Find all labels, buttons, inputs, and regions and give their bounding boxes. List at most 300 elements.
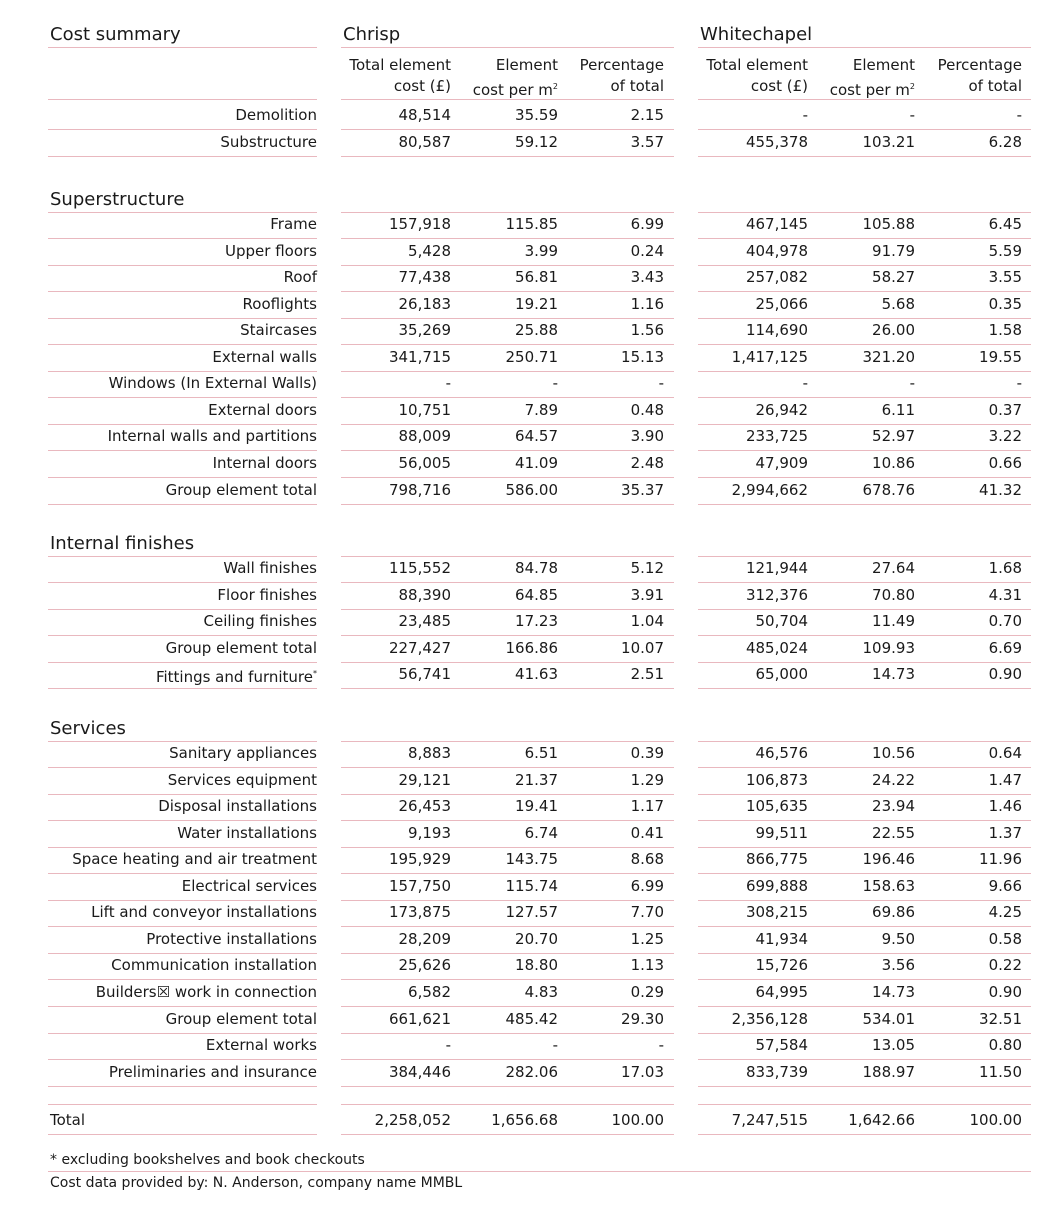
divider [698, 953, 1031, 954]
row-label-text: Group element total [165, 1010, 317, 1028]
row-label [48, 1010, 317, 1028]
row-label [48, 242, 317, 260]
divider [698, 1104, 1031, 1105]
divider [341, 900, 674, 901]
chrisp-value: 0.24 [630, 242, 664, 260]
row-label [48, 1063, 317, 1081]
divider [341, 265, 674, 266]
divider [698, 847, 1031, 848]
divider [48, 900, 317, 901]
divider [48, 47, 317, 48]
whitechapel-value: 64,995 [755, 983, 808, 1001]
whitechapel-total: 100.00 [969, 1111, 1022, 1129]
whitechapel-value: 866,775 [745, 850, 808, 868]
row-label-text: Windows (In External Walls) [108, 374, 317, 392]
whitechapel-value: 0.70 [988, 612, 1022, 630]
row-label-text: Upper floors [225, 242, 317, 260]
whitechapel-value: 15,726 [755, 956, 808, 974]
divider [48, 265, 317, 266]
divider [48, 847, 317, 848]
row-label-text: Disposal installations [158, 797, 317, 815]
divider [698, 238, 1031, 239]
whitechapel-value: 6.45 [988, 215, 1022, 233]
row-label [48, 612, 317, 630]
divider [698, 477, 1031, 478]
column-header-total-cost: Total element cost (£) [706, 56, 808, 95]
divider [341, 318, 674, 319]
row-label [48, 877, 317, 895]
row-label [48, 824, 317, 842]
divider [698, 371, 1031, 372]
divider [48, 741, 317, 742]
row-label-text: External works [205, 1036, 317, 1054]
chrisp-value: 0.29 [630, 983, 664, 1001]
whitechapel-value: 1.58 [988, 321, 1022, 339]
whitechapel-value: 105.88 [862, 215, 915, 233]
chrisp-value: 88,390 [398, 586, 451, 604]
divider [698, 741, 1031, 742]
chrisp-value: 77,438 [398, 268, 451, 286]
row-label-text: Floor finishes [217, 586, 317, 604]
chrisp-total: 2,258,052 [374, 1111, 451, 1129]
chrisp-value: 48,514 [398, 106, 451, 124]
divider [341, 424, 674, 425]
whitechapel-value: 6.69 [988, 639, 1022, 657]
footnote-marker: * [313, 669, 317, 678]
whitechapel-value: - [909, 374, 915, 392]
divider [48, 688, 317, 689]
row-label-text: Electrical services [181, 877, 317, 895]
whitechapel-value: 52.97 [872, 427, 915, 445]
whitechapel-value: 5.68 [881, 295, 915, 313]
divider [341, 979, 674, 980]
whitechapel-value: 485,024 [745, 639, 808, 657]
divider [341, 556, 674, 557]
row-label-text: Group element total [165, 639, 317, 657]
chrisp-value: 20.70 [515, 930, 558, 948]
row-label [48, 401, 317, 419]
row-label-text: Wall finishes [223, 559, 317, 577]
chrisp-value: 3.90 [630, 427, 664, 445]
divider [698, 794, 1031, 795]
divider [341, 635, 674, 636]
divider [341, 291, 674, 292]
row-label [48, 268, 317, 286]
whitechapel-value: 0.66 [988, 454, 1022, 472]
chrisp-value: 195,929 [388, 850, 451, 868]
whitechapel-value: 105,635 [745, 797, 808, 815]
whitechapel-value: 109.93 [862, 639, 915, 657]
row-label [48, 427, 317, 445]
chrisp-value: 166.86 [505, 639, 558, 657]
divider [341, 953, 674, 954]
chrisp-value: 35.59 [515, 106, 558, 124]
whitechapel-value: 4.31 [988, 586, 1022, 604]
whitechapel-value: 3.56 [881, 956, 915, 974]
chrisp-value: 0.48 [630, 401, 664, 419]
divider [341, 1086, 674, 1087]
divider [698, 318, 1031, 319]
chrisp-value: 173,875 [388, 903, 451, 921]
chrisp-value: 3.91 [630, 586, 664, 604]
chrisp-value: 26,453 [398, 797, 451, 815]
whitechapel-value: 0.64 [988, 744, 1022, 762]
row-label-text: Rooflights [242, 295, 317, 313]
whitechapel-value: 0.35 [988, 295, 1022, 313]
divider [698, 873, 1031, 874]
chrisp-value: 2.51 [630, 665, 664, 683]
whitechapel-value: 6.11 [881, 401, 915, 419]
divider [48, 156, 317, 157]
whitechapel-value: 65,000 [755, 665, 808, 683]
divider [48, 820, 317, 821]
divider [341, 873, 674, 874]
chrisp-total: 100.00 [611, 1111, 664, 1129]
chrisp-value: 0.41 [630, 824, 664, 842]
whitechapel-value: 47,909 [755, 454, 808, 472]
divider [341, 99, 674, 100]
whitechapel-value: 3.22 [988, 427, 1022, 445]
whitechapel-value: 233,725 [745, 427, 808, 445]
row-label-text: Staircases [240, 321, 317, 339]
chrisp-heading: Chrisp [343, 24, 401, 45]
row-label-text: External doors [208, 401, 317, 419]
chrisp-value: 7.89 [524, 401, 558, 419]
whitechapel-value: 0.90 [988, 665, 1022, 683]
whitechapel-value: 22.55 [872, 824, 915, 842]
row-label-text: Preliminaries and insurance [108, 1063, 317, 1081]
whitechapel-value: 308,215 [745, 903, 808, 921]
row-label [48, 930, 317, 948]
row-label [48, 215, 317, 233]
whitechapel-value: 188.97 [862, 1063, 915, 1081]
column-header-total-cost: Total element cost (£) [349, 56, 451, 95]
divider [698, 344, 1031, 345]
row-label [48, 744, 317, 762]
chrisp-value: 6.74 [524, 824, 558, 842]
divider [341, 450, 674, 451]
superscript: 2 [909, 82, 915, 91]
whitechapel-heading: Whitechapel [700, 24, 813, 45]
whitechapel-value: 106,873 [745, 771, 808, 789]
whitechapel-value: 24.22 [872, 771, 915, 789]
whitechapel-value: 404,978 [745, 242, 808, 260]
whitechapel-value: 158.63 [862, 877, 915, 895]
chrisp-value: 115.74 [505, 877, 558, 895]
divider [341, 47, 674, 48]
row-label-text: Internal walls and partitions [107, 427, 317, 445]
divider [341, 1006, 674, 1007]
divider [48, 1134, 317, 1135]
divider [48, 953, 317, 954]
chrisp-value: 35,269 [398, 321, 451, 339]
divider [48, 1171, 1031, 1172]
whitechapel-value: 41,934 [755, 930, 808, 948]
whitechapel-value: 455,378 [745, 133, 808, 151]
row-label-text: Demolition [235, 106, 317, 124]
row-label [48, 771, 317, 789]
divider [48, 397, 317, 398]
divider [48, 344, 317, 345]
chrisp-value: 56,741 [398, 665, 451, 683]
chrisp-value: 6.99 [630, 215, 664, 233]
chrisp-value: 3.57 [630, 133, 664, 151]
divider [341, 582, 674, 583]
divider [341, 129, 674, 130]
section-title: Services [50, 718, 126, 739]
whitechapel-value: 0.22 [988, 956, 1022, 974]
cost-summary-heading: Cost summary [50, 24, 181, 45]
divider [48, 1033, 317, 1034]
whitechapel-value: 9.66 [988, 877, 1022, 895]
whitechapel-value: 50,704 [755, 612, 808, 630]
divider [48, 767, 317, 768]
whitechapel-value: 91.79 [872, 242, 915, 260]
whitechapel-value: 103.21 [862, 133, 915, 151]
divider [341, 371, 674, 372]
chrisp-value: 88,009 [398, 427, 451, 445]
row-label-text: External walls [212, 348, 317, 366]
row-label [48, 295, 317, 313]
whitechapel-value: 6.28 [988, 133, 1022, 151]
chrisp-value: 56,005 [398, 454, 451, 472]
divider [341, 820, 674, 821]
chrisp-value: 23,485 [398, 612, 451, 630]
divider [48, 318, 317, 319]
row-label-text: Water installations [177, 824, 317, 842]
row-label [48, 559, 317, 577]
chrisp-value: 6,582 [408, 983, 451, 1001]
divider [698, 1086, 1031, 1087]
whitechapel-value: 23.94 [872, 797, 915, 815]
chrisp-value: 1.04 [630, 612, 664, 630]
divider [341, 156, 674, 157]
chrisp-value: 115.85 [505, 215, 558, 233]
chrisp-value: 28,209 [398, 930, 451, 948]
divider [698, 397, 1031, 398]
chrisp-value: 0.39 [630, 744, 664, 762]
divider [698, 635, 1031, 636]
column-header-percentage: Percentage of total [579, 56, 664, 95]
divider [48, 794, 317, 795]
divider [698, 1033, 1031, 1034]
divider [698, 129, 1031, 130]
chrisp-value: 3.43 [630, 268, 664, 286]
chrisp-value: 661,621 [388, 1010, 451, 1028]
divider [341, 609, 674, 610]
divider [698, 1006, 1031, 1007]
divider [341, 1059, 674, 1060]
whitechapel-value: 312,376 [745, 586, 808, 604]
divider [698, 556, 1031, 557]
whitechapel-value: 32.51 [979, 1010, 1022, 1028]
chrisp-value: 10.07 [621, 639, 664, 657]
row-label [48, 665, 317, 686]
divider [341, 1104, 674, 1105]
divider [698, 265, 1031, 266]
divider [48, 450, 317, 451]
chrisp-value: 6.99 [630, 877, 664, 895]
chrisp-value: 17.03 [621, 1063, 664, 1081]
row-label-text: Frame [270, 215, 317, 233]
divider [698, 926, 1031, 927]
chrisp-value: 5,428 [408, 242, 451, 260]
row-label-text: Space heating and air treatment [72, 850, 317, 868]
chrisp-value: 21.37 [515, 771, 558, 789]
chrisp-value: 64.57 [515, 427, 558, 445]
whitechapel-value: 25,066 [755, 295, 808, 313]
divider [698, 99, 1031, 100]
chrisp-value: 25.88 [515, 321, 558, 339]
divider [698, 688, 1031, 689]
whitechapel-value: 196.46 [862, 850, 915, 868]
row-label [48, 586, 317, 604]
chrisp-value: - [658, 374, 664, 392]
whitechapel-value: - [802, 374, 808, 392]
chrisp-value: 17.23 [515, 612, 558, 630]
whitechapel-value: 2,356,128 [731, 1010, 808, 1028]
whitechapel-value: 4.25 [988, 903, 1022, 921]
chrisp-value: 798,716 [388, 481, 451, 499]
chrisp-value: 7.70 [630, 903, 664, 921]
chrisp-value: 25,626 [398, 956, 451, 974]
chrisp-value: 26,183 [398, 295, 451, 313]
divider [698, 767, 1031, 768]
whitechapel-value: 121,944 [745, 559, 808, 577]
whitechapel-value: 69.86 [872, 903, 915, 921]
whitechapel-value: 11.50 [979, 1063, 1022, 1081]
divider [48, 291, 317, 292]
row-label [48, 481, 317, 499]
whitechapel-value: 678.76 [862, 481, 915, 499]
row-label [48, 348, 317, 366]
column-header-cost-per-m2: Element cost per $m^2$ [829, 56, 915, 99]
chrisp-value: 1.16 [630, 295, 664, 313]
divider [698, 291, 1031, 292]
divider [341, 926, 674, 927]
row-label-text: Group element total [165, 481, 317, 499]
divider [341, 688, 674, 689]
row-label-text: Lift and conveyor installations [91, 903, 317, 921]
chrisp-value: 1.25 [630, 930, 664, 948]
divider [48, 238, 317, 239]
chrisp-value: 35.37 [621, 481, 664, 499]
whitechapel-value: 0.80 [988, 1036, 1022, 1054]
chrisp-value: 384,446 [388, 1063, 451, 1081]
row-label-text: Ceiling finishes [203, 612, 317, 630]
divider [48, 1006, 317, 1007]
row-label-text: Fittings and furniture [155, 668, 313, 686]
whitechapel-value: 14.73 [872, 665, 915, 683]
chrisp-value: - [445, 374, 451, 392]
divider [341, 212, 674, 213]
section-title: Internal finishes [50, 533, 195, 554]
chrisp-value: 4.83 [524, 983, 558, 1001]
chrisp-value: 9,193 [408, 824, 451, 842]
whitechapel-value: 58.27 [872, 268, 915, 286]
divider [48, 926, 317, 927]
divider [48, 556, 317, 557]
divider [698, 212, 1031, 213]
divider [341, 794, 674, 795]
chrisp-value: 41.09 [515, 454, 558, 472]
chrisp-value: 6.51 [524, 744, 558, 762]
divider [341, 767, 674, 768]
row-label-text: Communication installation [111, 956, 317, 974]
divider [698, 979, 1031, 980]
divider [48, 371, 317, 372]
whitechapel-value: 5.59 [988, 242, 1022, 260]
row-label [48, 454, 317, 472]
row-label [48, 133, 317, 151]
total-label: Total [50, 1111, 86, 1129]
row-label [48, 797, 317, 815]
divider [698, 582, 1031, 583]
divider [48, 99, 317, 100]
divider [48, 212, 317, 213]
data-credit: Cost data provided by: N. Anderson, company name MMBL [50, 1175, 463, 1191]
chrisp-value: 19.21 [515, 295, 558, 313]
chrisp-value: 41.63 [515, 665, 558, 683]
row-label [48, 903, 317, 921]
divider [48, 609, 317, 610]
whitechapel-value: 3.55 [988, 268, 1022, 286]
chrisp-value: 1.17 [630, 797, 664, 815]
divider [698, 504, 1031, 505]
chrisp-value: 586.00 [505, 481, 558, 499]
row-label-text: Sanitary appliances [169, 744, 317, 762]
divider [698, 900, 1031, 901]
divider [48, 1086, 317, 1087]
whitechapel-value: 11.96 [979, 850, 1022, 868]
chrisp-value: 143.75 [505, 850, 558, 868]
whitechapel-value: 13.05 [872, 1036, 915, 1054]
superscript: 2 [552, 82, 558, 91]
row-label [48, 106, 317, 124]
divider [341, 741, 674, 742]
divider [341, 238, 674, 239]
chrisp-value: 5.12 [630, 559, 664, 577]
divider [341, 662, 674, 663]
whitechapel-value: 257,082 [745, 268, 808, 286]
chrisp-value: 2.48 [630, 454, 664, 472]
chrisp-value: 10,751 [398, 401, 451, 419]
whitechapel-value: 467,145 [745, 215, 808, 233]
whitechapel-value: - [909, 106, 915, 124]
whitechapel-value: 19.55 [979, 348, 1022, 366]
whitechapel-value: 0.90 [988, 983, 1022, 1001]
footnote: * excluding bookshelves and book checkouts [50, 1152, 365, 1168]
whitechapel-value: 1.47 [988, 771, 1022, 789]
divider [48, 1104, 317, 1105]
divider [48, 582, 317, 583]
whitechapel-total: 7,247,515 [731, 1111, 808, 1129]
whitechapel-value: 1.68 [988, 559, 1022, 577]
chrisp-value: - [552, 1036, 558, 1054]
whitechapel-value: 26,942 [755, 401, 808, 419]
chrisp-value: 115,552 [388, 559, 451, 577]
row-label-text: Services equipment [167, 771, 317, 789]
chrisp-value: - [445, 1036, 451, 1054]
row-label-text: Substructure [220, 133, 317, 151]
whitechapel-value: 114,690 [745, 321, 808, 339]
chrisp-value: 19.41 [515, 797, 558, 815]
whitechapel-value: - [1016, 106, 1022, 124]
whitechapel-value: 0.37 [988, 401, 1022, 419]
chrisp-value: 15.13 [621, 348, 664, 366]
divider [698, 1059, 1031, 1060]
whitechapel-value: 57,584 [755, 1036, 808, 1054]
